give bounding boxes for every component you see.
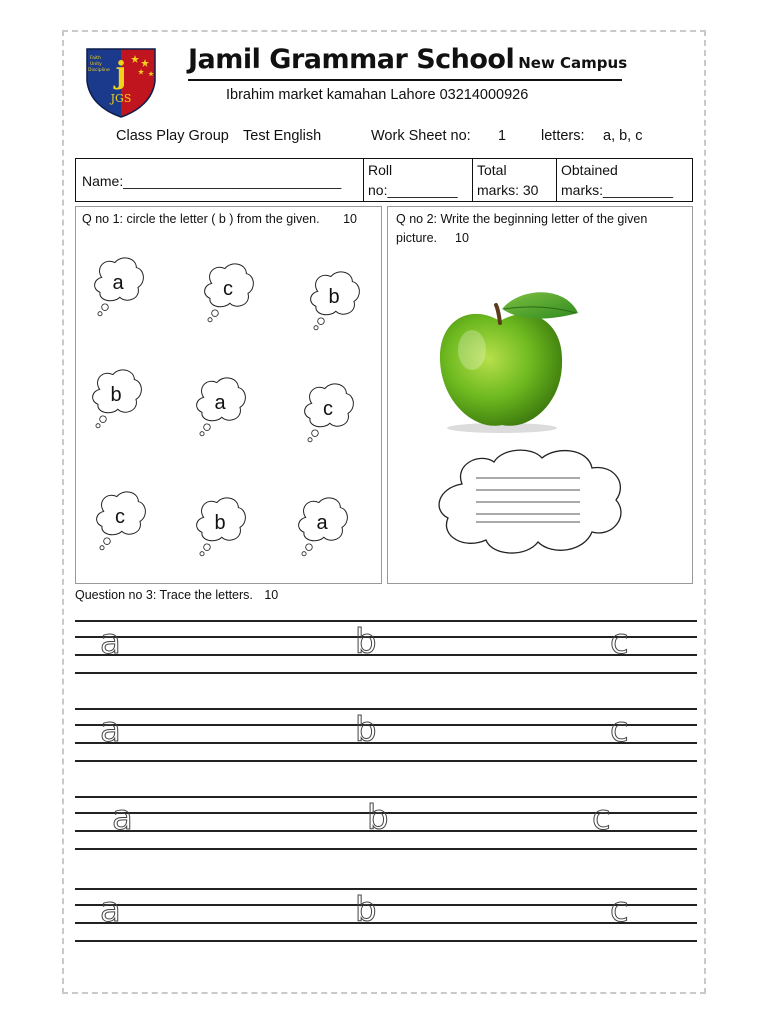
guide-line: [75, 724, 697, 726]
guide-line: [75, 672, 697, 674]
question-1-text: [82, 210, 357, 229]
answer-cloud[interactable]: [432, 444, 632, 560]
trace-letter: b: [355, 622, 377, 662]
guide-line: [75, 742, 697, 744]
worksheet-number: 1: [498, 128, 507, 144]
guide-line: [75, 904, 697, 906]
roll-label: Roll: [368, 162, 393, 178]
letters-list: a, b, c: [603, 128, 643, 144]
total-marks-cell: [473, 159, 557, 201]
question-3-marks: 10: [264, 588, 279, 602]
guide-line: [75, 940, 697, 942]
title-underline: [188, 79, 622, 81]
worksheet-label: Work Sheet no:: [371, 128, 471, 144]
school-title: [188, 44, 627, 75]
name-field[interactable]: Name:____________________________: [76, 159, 364, 201]
cloud-letter: b: [214, 512, 226, 534]
cloud-letter: b: [328, 286, 340, 308]
trace-letter: a: [112, 798, 133, 838]
obtained-blank: marks:_________: [561, 182, 674, 198]
question-2-text: [396, 210, 647, 248]
cloud-letter: a: [316, 512, 328, 534]
svg-text:JGS: JGS: [110, 92, 132, 105]
question-2-prompt-line1: Q no 2: Write the beginning letter of the given: [396, 212, 648, 226]
svg-text:Unity: Unity: [90, 62, 102, 67]
guide-line: [75, 654, 697, 656]
question-2-marks: 10: [455, 231, 469, 245]
question-3-prompt: Question no 3: Trace the letters.: [75, 588, 253, 602]
guide-line: [75, 922, 697, 924]
trace-letter: c: [610, 622, 629, 662]
obtained-label: Obtained: [561, 162, 618, 178]
cloud-letter: c: [323, 398, 333, 420]
question-3-text: [75, 588, 278, 602]
guide-line: [75, 708, 697, 710]
roll-field[interactable]: [364, 159, 473, 201]
guide-line: [75, 636, 697, 638]
svg-text:Faith: Faith: [90, 56, 101, 61]
campus-name: New Campus: [518, 54, 628, 72]
question-2-prompt-line2: picture.: [396, 231, 437, 245]
question-1-prompt: Q no 1: circle the letter ( b ) from the given.: [82, 212, 320, 226]
letters-label: letters:: [541, 128, 585, 144]
cloud-letter: c: [115, 506, 125, 528]
trace-letter: b: [355, 890, 377, 930]
guide-line: [75, 888, 697, 890]
cloud-letter: b: [110, 384, 122, 406]
cloud-letter: a: [214, 392, 226, 414]
trace-letter: a: [100, 890, 121, 930]
trace-letter: c: [610, 710, 629, 750]
trace-letter: a: [100, 710, 121, 750]
guide-line: [75, 848, 697, 850]
school-address: Ibrahim market kamahan Lahore 03214000926: [226, 87, 529, 103]
trace-letter: c: [592, 798, 611, 838]
trace-letter: c: [610, 890, 629, 930]
school-logo: [85, 47, 157, 119]
trace-letter: b: [367, 798, 389, 838]
student-info-table: [75, 158, 693, 202]
apple-picture: [430, 285, 590, 435]
question-1-marks: 10: [343, 212, 357, 226]
school-name: Jamil Grammar School: [188, 44, 515, 75]
trace-letter: a: [100, 622, 121, 662]
cloud-letter: a: [112, 272, 124, 294]
svg-text:j: j: [115, 56, 127, 91]
subject-label: Test English: [243, 128, 322, 144]
cloud-letter: c: [223, 278, 233, 300]
trace-letter: b: [355, 710, 377, 750]
roll-blank: no:_________: [368, 182, 458, 198]
svg-text:Discipline: Discipline: [88, 68, 110, 73]
class-label: Class Play Group: [116, 128, 229, 144]
guide-line: [75, 760, 697, 762]
guide-line: [75, 620, 697, 622]
obtained-marks-field[interactable]: [557, 159, 691, 201]
total-value: marks: 30: [477, 182, 539, 198]
total-label: Total: [477, 162, 507, 178]
